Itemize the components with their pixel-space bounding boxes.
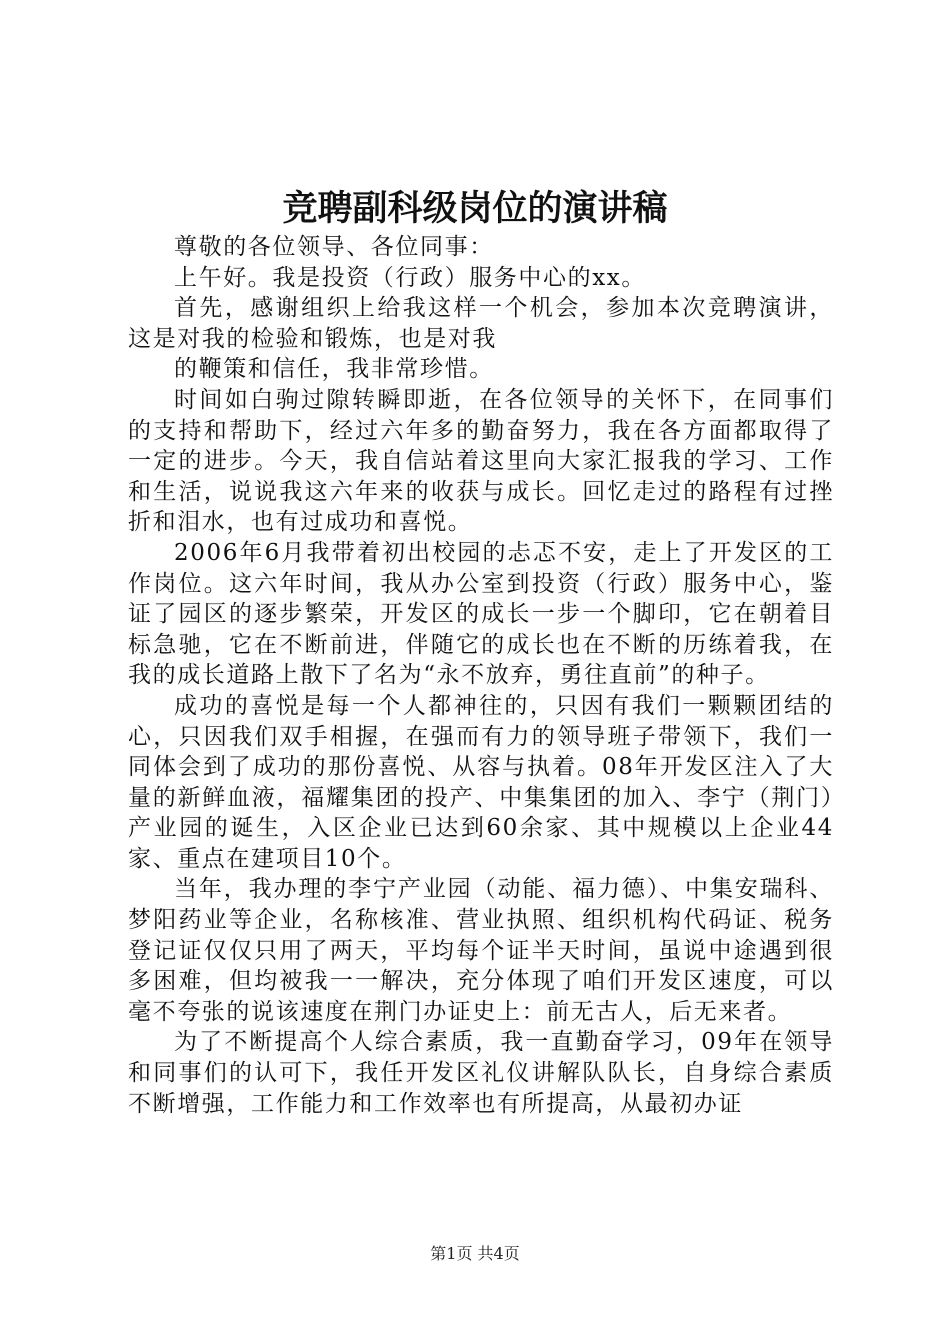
thanks-continuation-paragraph: 的鞭策和信任，我非常珍惜。 — [174, 356, 494, 383]
success-paragraph: 成功的喜悦是每一个人都神往的，只因有我们一颗颗团结的心，只因我们双手相握，在强而有力的领导班子带领下，我们一同体会到了成功的那份喜悦、从容与执着。08年开发区注入了大量的新鲜血液，福耀集团的投产、中集集团的加入、李宁（荆门）产业园的诞生，入区企业已达到60余家、其中规模以上企业44家、重点在建项目10个。 — [128, 692, 834, 872]
page-footer: 第1页 共4页 — [430, 1244, 520, 1263]
salutation-paragraph: 尊敬的各位领导、各位同事： — [174, 234, 494, 260]
career-paragraph: 2006年6月我带着初出校园的忐忑不安，走上了开发区的工作岗位。这六年时间，我从办公室到投资（行政）服务中心，鉴证了园区的逐步繁荣，开发区的成长一步一个脚印，它在朝着目标急驰，它在不断前进，伴随它的成长也在不断的历练着我，在我的成长道路上散下了名为“永不放弃，勇往直前”的种子。 — [128, 539, 834, 689]
greeting-paragraph: 上午好。我是投资（行政）服务中心的xx。 — [174, 264, 646, 291]
document-title: 竞聘副科级岗位的演讲稿 — [282, 188, 668, 229]
registration-paragraph: 当年，我办理的李宁产业园（动能、福力德）、中集安瑞科、梦阳药业等企业，名称核准、营业执照、组织机构代码证、税务登记证仅仅只用了两天，平均每个证半天时间，虽说中途遇到很多困难，但均被我一一解决，充分体现了咱们开发区速度，可以毫不夸张的说该速度在荆门办证史上：前无古人，后无来者。 — [128, 876, 834, 1025]
learning-paragraph: 为了不断提高个人综合素质，我一直勤奋学习，09年在领导和同事们的认可下，我任开发区礼仪讲解队队长，自身综合素质不断增强，工作能力和工作效率也有所提高，从最初办证 — [128, 1029, 834, 1117]
progress-paragraph: 时间如白驹过隙转瞬即逝，在各位领导的关怀下，在同事们的支持和帮助下，经过六年多的勤奋努力，我在各方面都取得了一定的进步。今天，我自信站着这里向大家汇报我的学习、工作和生活，说说我这六年来的收获与成长。回忆走过的路程有过挫折和泪水，也有过成功和喜悦。 — [128, 386, 834, 536]
document-body — [128, 232, 834, 1119]
thanks-paragraph: 首先，感谢组织上给我这样一个机会，参加本次竞聘演讲，这是对我的检验和锻炼，也是对我 — [128, 295, 834, 352]
